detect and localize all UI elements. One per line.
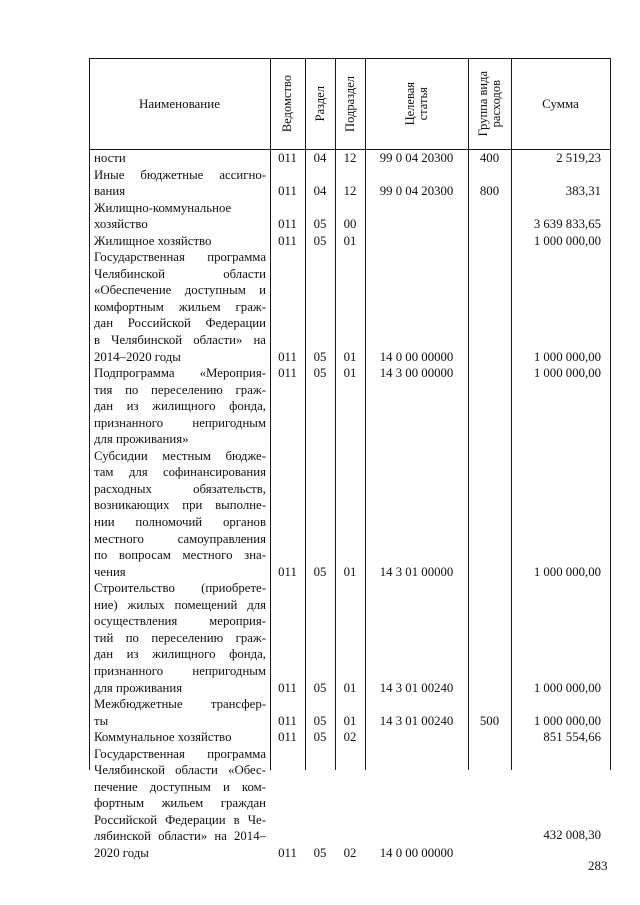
cell-sum: 3 639 833,65 [533, 217, 601, 232]
cell-pod: 01 [343, 713, 357, 728]
row-name-line: ности [94, 151, 126, 165]
row-name-line: ты [94, 713, 109, 728]
cell-cel: 14 0 00 00000 [379, 845, 454, 860]
cell-cel: 14 3 00 00000 [379, 366, 454, 381]
row-name [89, 580, 270, 696]
row-name-line: «Обеспечение доступным и [94, 283, 266, 298]
row-name-line: комфортным жильем граж- [94, 299, 266, 314]
header-gruppa-line: Группа вида [475, 70, 490, 137]
row-name-line: чения [94, 564, 126, 579]
cell-pod: 01 [343, 349, 357, 364]
cell-grp [468, 680, 511, 697]
cell-sum: 2 519,23 [556, 151, 601, 165]
row-name-line: фортным жильем граждан [94, 796, 266, 811]
row-name-line: вания [94, 184, 126, 199]
row-name-line: 2014–2020 годы [94, 349, 181, 364]
cell-ved: 011 [278, 564, 297, 579]
cell-grp [468, 845, 511, 862]
header-celevaya [365, 58, 468, 149]
header-razdel-text: Раздел [312, 85, 327, 122]
cell-pod: 00 [343, 217, 357, 232]
cell-raz: 05 [313, 713, 327, 728]
row-name-line: хозяйство [94, 217, 148, 232]
row-name-line: ние) жилых помещений для [94, 597, 266, 612]
cell-sum: 1 000 000,00 [533, 713, 601, 728]
cell-sum: 1 000 000,00 [533, 233, 601, 248]
cell-ved: 011 [278, 366, 297, 381]
row-name-line: дан из жилищного фонда, [94, 399, 266, 414]
cell-pod: 02 [343, 845, 357, 860]
table-row [89, 580, 610, 696]
cell-grp [468, 349, 511, 366]
cell-pod: 12 [343, 184, 357, 199]
cell-raz: 04 [313, 184, 327, 199]
cell-raz: 05 [313, 349, 327, 364]
cell-cel: 14 3 01 00240 [379, 680, 454, 695]
cell-raz: 05 [313, 730, 327, 745]
row-name [89, 365, 270, 448]
row-name [89, 249, 270, 365]
row-name-line: Межбюджетные трансфер- [94, 697, 266, 712]
table-row [89, 150, 610, 167]
row-name-line: Жилищно-коммунальное [94, 200, 232, 215]
cell-sum: 1 000 000,00 [533, 564, 601, 579]
cell-ved: 011 [278, 730, 297, 745]
cell-grp [468, 729, 511, 746]
column-line [610, 58, 611, 770]
cell-pod: 01 [343, 564, 357, 579]
table-row [89, 448, 610, 580]
row-codes [270, 827, 610, 862]
cell-sum: 432 008,30 [543, 827, 601, 842]
cell-sum: 851 554,66 [543, 730, 601, 745]
header-name-text: Наименование [139, 95, 220, 111]
cell-sum: 1 000 000,00 [533, 680, 601, 695]
cell-cel: 14 0 00 00000 [379, 349, 454, 364]
cell-raz: 05 [313, 366, 327, 381]
row-name [89, 167, 270, 200]
header-gruppa-line: расходов [488, 79, 503, 128]
row-name-line: там для софинансирования [94, 465, 266, 480]
row-name-line: Государственная программа [94, 746, 266, 761]
cell-ved: 011 [278, 680, 297, 695]
row-codes [270, 729, 610, 746]
cell-cel: 14 3 01 00240 [379, 713, 454, 728]
row-codes [270, 680, 610, 697]
cell-raz: 05 [313, 564, 327, 579]
row-name [89, 150, 270, 167]
cell-grp: 800 [479, 184, 500, 199]
row-name-line: возникающих при выполне- [94, 498, 266, 513]
cell-grp [468, 216, 511, 233]
cell-sum: 383,31 [565, 184, 601, 199]
row-name-line: Иные бюджетные ассигно- [94, 167, 266, 182]
cell-grp [468, 365, 511, 382]
cell-raz: 05 [313, 680, 327, 695]
cell-pod: 12 [343, 151, 357, 165]
cell-sum: 1 000 000,00 [533, 366, 601, 381]
header-podrazdel-text: Подраздел [342, 75, 357, 132]
row-name [89, 729, 270, 746]
header-vedomstvo [270, 58, 305, 149]
table-row [89, 167, 610, 200]
table-row [89, 200, 610, 233]
cell-ved: 011 [278, 184, 297, 199]
row-name-line: по вопросам местного зна- [94, 548, 266, 563]
cell-pod: 01 [343, 366, 357, 381]
row-name-line: Строительство (приобрете- [94, 581, 266, 596]
row-codes [270, 349, 610, 366]
cell-cel [365, 216, 468, 233]
table-row [89, 365, 610, 448]
row-name [89, 233, 270, 250]
row-name-line: Жилищное хозяйство [94, 233, 212, 248]
row-name-line: Субсидии местным бюдже- [94, 448, 266, 463]
cell-cel: 99 0 04 20300 [379, 184, 454, 199]
cell-raz: 05 [313, 845, 327, 860]
row-name-line: тий по переселению граж- [94, 630, 266, 645]
header-summa-text: Сумма [542, 95, 579, 111]
table-body [89, 150, 610, 862]
row-name-line: дан Российской Федерации [94, 316, 266, 331]
row-name-line: лябинской области» на 2014– [94, 829, 266, 844]
header-name [89, 58, 270, 149]
row-name-line: 2020 годы [94, 845, 149, 860]
row-name-line: тия по переселению граж- [94, 382, 266, 397]
cell-ved: 011 [278, 845, 297, 860]
cell-cel [365, 233, 468, 250]
row-codes [270, 365, 610, 382]
cell-grp [468, 233, 511, 250]
cell-ved: 011 [278, 151, 297, 165]
row-name-line: для проживания [94, 680, 183, 695]
row-codes [270, 233, 610, 250]
row-name-line: расходных обязательств, [94, 481, 266, 496]
cell-pod: 01 [343, 233, 357, 248]
cell-cel: 14 3 01 00000 [379, 564, 454, 579]
header-vedomstvo-text: Ведомство [280, 74, 294, 133]
row-name-line: печение доступным и ком- [94, 779, 266, 794]
row-name-line: осуществления мероприя- [94, 614, 266, 629]
cell-ved: 011 [278, 233, 297, 248]
header-celevaya-line: Целевая [402, 81, 417, 126]
row-name [89, 696, 270, 729]
cell-pod: 01 [343, 680, 357, 695]
row-name-line: для проживания» [94, 432, 189, 447]
row-name-line: Российской Федерации в Че- [94, 812, 266, 827]
table-row [89, 696, 610, 729]
cell-raz: 04 [313, 151, 327, 165]
header-podrazdel [335, 58, 365, 149]
header-celevaya-text [404, 82, 430, 125]
row-name [89, 200, 270, 233]
row-codes [270, 183, 610, 200]
row-name-line: признанного непригодным [94, 663, 266, 678]
row-name-line: нии полномочий органов [94, 515, 266, 530]
row-name [89, 746, 270, 862]
cell-cel: 99 0 04 20300 [379, 151, 454, 165]
table-row [89, 746, 610, 862]
row-name-line: местного самоуправления [94, 531, 266, 546]
cell-raz: 05 [313, 233, 327, 248]
row-codes [270, 216, 610, 233]
row-name-line: Челябинской области «Обес- [94, 763, 266, 778]
cell-ved: 011 [278, 349, 297, 364]
row-codes [270, 713, 610, 730]
table-row [89, 233, 610, 250]
row-codes [270, 564, 610, 581]
table-row [89, 729, 610, 746]
row-name [89, 448, 270, 580]
row-name-line: признанного непригодным [94, 415, 266, 430]
row-name-line: дан из жилищного фонда, [94, 647, 266, 662]
cell-grp [468, 564, 511, 581]
cell-sum: 1 000 000,00 [533, 349, 601, 364]
row-codes [270, 150, 610, 167]
table-row [89, 249, 610, 365]
row-name-line: Подпрограмма «Мероприя- [94, 366, 266, 381]
header-gruppa-text [477, 71, 503, 136]
row-name-line: Государственная программа [94, 250, 266, 265]
row-name-line: Челябинской области [94, 266, 266, 281]
page-number: 283 [588, 858, 608, 873]
cell-ved: 011 [278, 713, 297, 728]
row-name-line: в Челябинской области» на [94, 333, 266, 348]
header-celevaya-line: статья [415, 86, 430, 121]
header-gruppa [468, 58, 511, 149]
cell-grp: 500 [479, 713, 500, 728]
row-name-line: Коммунальное хозяйство [94, 730, 232, 745]
cell-cel [365, 729, 468, 746]
cell-grp: 400 [479, 151, 500, 165]
header-razdel [305, 58, 335, 149]
cell-raz: 05 [313, 217, 327, 232]
cell-ved: 011 [278, 217, 297, 232]
cell-pod: 02 [343, 730, 357, 745]
header-summa [511, 58, 610, 149]
